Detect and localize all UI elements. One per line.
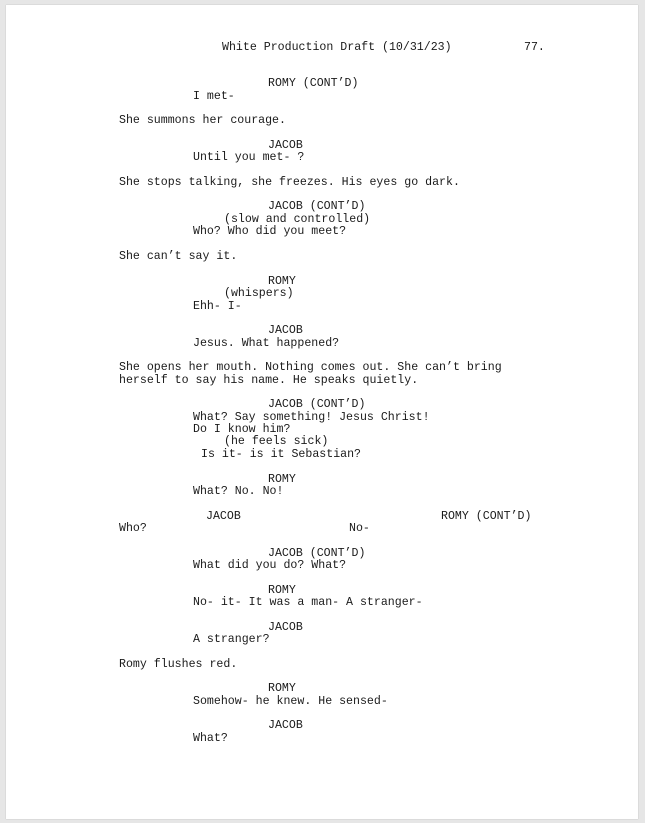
dialogue-line: Is it- is it Sebastian? <box>201 448 362 461</box>
dialogue-line: What? No. No! <box>193 485 284 498</box>
dual-character-cue-left: JACOB <box>206 510 241 523</box>
character-cue: ROMY <box>268 584 296 597</box>
action-line: She can’t say it. <box>119 250 238 263</box>
action-line: She summons her courage. <box>119 114 286 127</box>
character-cue: ROMY <box>268 473 296 486</box>
character-cue: ROMY <box>268 682 296 695</box>
script-page <box>6 5 638 819</box>
dialogue-line: I met- <box>193 90 235 103</box>
dialogue-line: Who? Who did you meet? <box>193 225 347 238</box>
dialogue-line: Jesus. What happened? <box>193 337 340 350</box>
character-cue: JACOB <box>268 324 303 337</box>
character-cue: JACOB (CONT’D) <box>268 398 366 411</box>
character-cue: ROMY <box>268 275 296 288</box>
dialogue-line: No- it- It was a man- A stranger- <box>193 596 423 609</box>
action-line: She opens her mouth. Nothing comes out. She can’t bring <box>119 361 502 374</box>
parenthetical: (he feels sick) <box>224 435 329 448</box>
dialogue-line: A stranger? <box>193 633 270 646</box>
character-cue: JACOB (CONT’D) <box>268 200 366 213</box>
character-cue: JACOB <box>268 719 303 732</box>
action-line: herself to say his name. He speaks quietly. <box>119 374 419 387</box>
action-line: Romy flushes red. <box>119 658 238 671</box>
dual-dialogue-right: No- <box>349 522 370 535</box>
character-cue: JACOB (CONT’D) <box>268 547 366 560</box>
dialogue-line: Ehh- I- <box>193 300 242 313</box>
character-cue: JACOB <box>268 621 303 634</box>
draft-header: White Production Draft (10/31/23) <box>222 41 452 54</box>
dialogue-line: Somehow- he knew. He sensed- <box>193 695 388 708</box>
dialogue-line: What? <box>193 732 228 745</box>
dialogue-line: What did you do? What? <box>193 559 347 572</box>
parenthetical: (slow and controlled) <box>224 213 371 226</box>
dialogue-line: What? Say something! Jesus Christ! <box>193 411 430 424</box>
dialogue-line: Until you met- ? <box>193 151 305 164</box>
page-number: 77. <box>524 41 545 54</box>
parenthetical: (whispers) <box>224 287 294 300</box>
dual-character-cue-right: ROMY (CONT’D) <box>441 510 532 523</box>
dialogue-line: Do I know him? <box>193 423 291 436</box>
dual-dialogue-left: Who? <box>119 522 147 535</box>
action-line: She stops talking, she freezes. His eyes go dark. <box>119 176 460 189</box>
character-cue: JACOB <box>268 139 303 152</box>
character-cue: ROMY (CONT’D) <box>268 77 359 90</box>
